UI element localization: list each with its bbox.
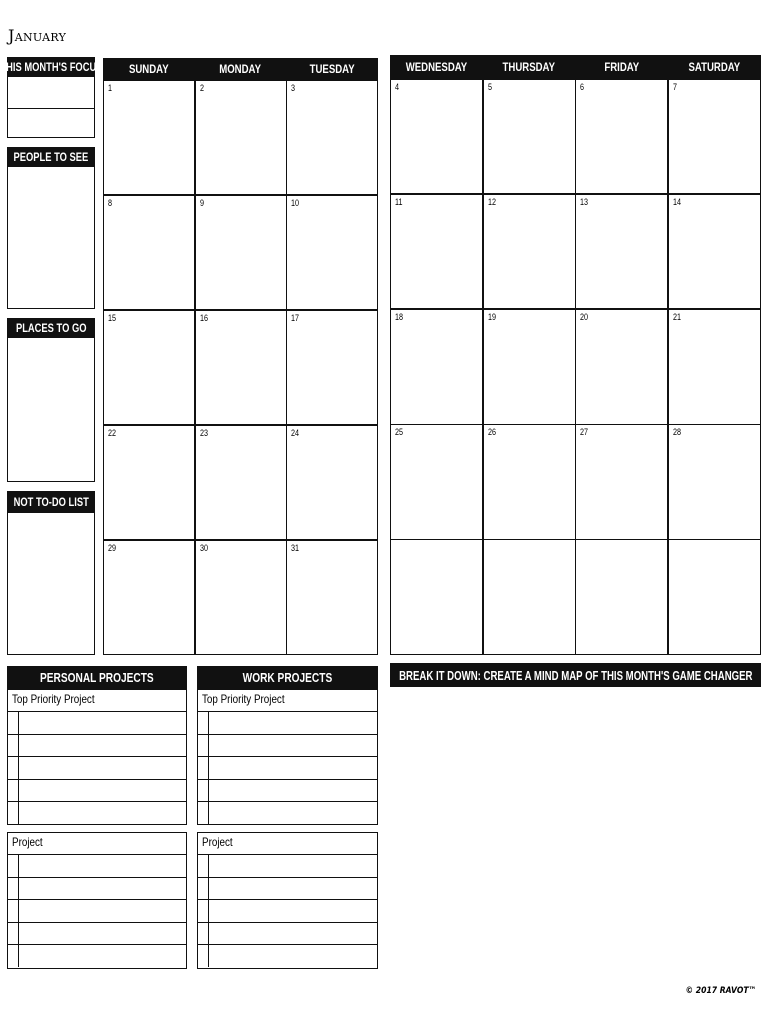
day-cell[interactable] <box>391 80 482 194</box>
day-number: 30 <box>199 542 208 553</box>
nottodo-header <box>7 491 95 512</box>
day-cell[interactable] <box>484 195 575 309</box>
checkbox[interactable] <box>198 802 209 824</box>
day-number: 24 <box>291 427 300 438</box>
calendar-right <box>390 55 761 655</box>
day-header <box>576 56 667 78</box>
day-number: 20 <box>580 311 589 322</box>
day-number: 25 <box>395 427 404 438</box>
focus-header <box>0 57 103 76</box>
work-top-task-row[interactable] <box>198 780 377 802</box>
places-header-label: PLACES TO GO <box>15 320 87 335</box>
personal-top-task-row[interactable] <box>8 780 186 802</box>
day-header-label: MONDAY <box>219 62 262 76</box>
day-cell[interactable] <box>287 311 377 425</box>
day-number: 9 <box>199 197 204 208</box>
day-cell[interactable] <box>669 540 760 654</box>
day-header-label: WEDNESDAY <box>405 60 468 74</box>
checkbox[interactable] <box>8 802 19 824</box>
day-header-label: FRIDAY <box>604 60 640 74</box>
work-top-task-row[interactable] <box>198 712 377 734</box>
day-header <box>196 59 286 79</box>
checkbox[interactable] <box>8 855 19 876</box>
personal-project-label: Project <box>8 833 186 855</box>
day-number: 5 <box>487 81 492 92</box>
work-top-priority-label: Top Priority Project <box>198 690 377 712</box>
day-cell[interactable] <box>196 311 286 425</box>
day-cell[interactable] <box>576 425 667 539</box>
nottodo-box[interactable] <box>7 512 95 655</box>
day-number: 10 <box>291 197 300 208</box>
day-cell[interactable] <box>669 310 760 424</box>
personal-top-task-row[interactable] <box>8 712 186 734</box>
work-project-label: Project <box>198 833 377 855</box>
checkbox[interactable] <box>8 900 19 921</box>
work-task-row[interactable] <box>198 855 377 877</box>
checkbox[interactable] <box>8 945 19 967</box>
people-box[interactable] <box>7 166 95 309</box>
day-header <box>104 59 194 79</box>
work-top-task-row[interactable] <box>198 735 377 757</box>
checkbox[interactable] <box>198 878 209 899</box>
personal-projects-header <box>7 666 187 689</box>
personal-top-priority-label: Top Priority Project <box>8 690 186 712</box>
focus-box-2[interactable] <box>7 109 95 138</box>
nottodo-header-label: NOT TO-DO LIST <box>13 494 89 509</box>
day-cell[interactable] <box>391 310 482 424</box>
people-header-label: PEOPLE TO SEE <box>13 149 89 164</box>
day-cell[interactable] <box>576 80 667 194</box>
work-top-priority-list <box>197 689 378 825</box>
day-header <box>391 56 482 78</box>
day-cell[interactable] <box>196 81 286 195</box>
day-header-label: THURSDAY <box>502 60 556 74</box>
checkbox[interactable] <box>8 923 19 944</box>
personal-top-task-row[interactable] <box>8 802 186 824</box>
focus-box-1[interactable] <box>7 76 95 109</box>
day-number: 8 <box>108 197 113 208</box>
checkbox[interactable] <box>8 735 19 756</box>
day-cell[interactable] <box>576 310 667 424</box>
day-number: 29 <box>108 542 117 553</box>
checkbox[interactable] <box>8 757 19 778</box>
day-header <box>484 56 575 78</box>
day-cell[interactable] <box>196 196 286 310</box>
people-header <box>7 147 95 166</box>
personal-task-row[interactable] <box>8 855 186 877</box>
day-number: 3 <box>291 82 296 93</box>
day-header-label: TUESDAY <box>309 62 355 76</box>
day-cell[interactable] <box>391 425 482 539</box>
day-cell[interactable] <box>104 426 194 540</box>
mind-map-label: BREAK IT DOWN: CREATE A MIND MAP OF THIS MONTH'S GAME CHANGER <box>398 667 753 683</box>
mind-map-area[interactable] <box>390 687 761 969</box>
checkbox[interactable] <box>198 900 209 921</box>
personal-top-task-row[interactable] <box>8 757 186 779</box>
personal-top-priority-list <box>7 689 187 825</box>
checkbox[interactable] <box>198 855 209 876</box>
day-number: 4 <box>395 81 400 92</box>
work-task-row[interactable] <box>198 878 377 900</box>
checkbox[interactable] <box>8 780 19 801</box>
day-number: 7 <box>672 81 677 92</box>
day-cell[interactable] <box>484 80 575 194</box>
day-number: 14 <box>672 196 681 207</box>
personal-task-row[interactable] <box>8 878 186 900</box>
day-number: 17 <box>291 312 300 323</box>
personal-task-row[interactable] <box>8 923 186 945</box>
day-cell[interactable] <box>104 541 194 655</box>
work-projects-header <box>197 666 378 689</box>
personal-top-task-row[interactable] <box>8 735 186 757</box>
work-task-row[interactable] <box>198 900 377 922</box>
day-number: 27 <box>580 427 589 438</box>
work-project-list <box>197 832 378 969</box>
checkbox[interactable] <box>198 780 209 801</box>
day-cell[interactable] <box>484 540 575 654</box>
day-number: 18 <box>395 311 404 322</box>
day-cell[interactable] <box>196 541 286 655</box>
day-cell[interactable] <box>391 195 482 309</box>
calendar-left <box>103 58 378 655</box>
day-cell[interactable] <box>576 540 667 654</box>
day-cell[interactable] <box>104 81 194 195</box>
copyright: © 2017 RAVOT™ <box>685 986 756 996</box>
day-cell[interactable] <box>576 195 667 309</box>
checkbox[interactable] <box>198 945 209 967</box>
day-cell[interactable] <box>669 80 760 194</box>
day-cell[interactable] <box>196 426 286 540</box>
day-number: 12 <box>487 196 496 207</box>
day-header-label: SUNDAY <box>129 62 169 76</box>
day-cell[interactable] <box>104 196 194 310</box>
day-number: 13 <box>580 196 589 207</box>
mind-map-header <box>390 663 761 687</box>
month-title: January <box>8 26 67 45</box>
checkbox[interactable] <box>198 735 209 756</box>
places-box[interactable] <box>7 337 95 482</box>
day-header-label: SATURDAY <box>688 60 741 74</box>
places-header <box>7 318 95 337</box>
day-number: 19 <box>487 311 496 322</box>
day-cell[interactable] <box>287 426 377 540</box>
personal-projects-label: PERSONAL PROJECTS <box>40 670 154 685</box>
day-number: 22 <box>108 427 117 438</box>
work-projects-label: WORK PROJECTS <box>242 670 333 685</box>
day-number: 31 <box>291 542 300 553</box>
day-header <box>287 59 377 79</box>
day-number: 21 <box>672 311 681 322</box>
personal-project-list <box>7 832 187 969</box>
personal-task-row[interactable] <box>8 900 186 922</box>
checkbox[interactable] <box>198 923 209 944</box>
day-cell[interactable] <box>287 541 377 655</box>
day-cell[interactable] <box>287 81 377 195</box>
day-number: 28 <box>672 427 681 438</box>
checkbox[interactable] <box>198 712 209 733</box>
focus-header-label: THIS MONTH'S FOCUS <box>0 59 103 74</box>
work-top-task-row[interactable] <box>198 802 377 824</box>
day-number: 2 <box>199 82 204 93</box>
day-cell[interactable] <box>669 195 760 309</box>
day-cell[interactable] <box>484 310 575 424</box>
checkbox[interactable] <box>198 757 209 778</box>
checkbox[interactable] <box>8 712 19 733</box>
work-task-row[interactable] <box>198 945 377 967</box>
work-task-row[interactable] <box>198 923 377 945</box>
work-top-task-row[interactable] <box>198 757 377 779</box>
day-number: 16 <box>199 312 208 323</box>
day-number: 15 <box>108 312 117 323</box>
day-cell[interactable] <box>287 196 377 310</box>
checkbox[interactable] <box>8 878 19 899</box>
day-cell[interactable] <box>669 425 760 539</box>
day-number: 23 <box>199 427 208 438</box>
personal-task-row[interactable] <box>8 945 186 967</box>
day-cell[interactable] <box>391 540 482 654</box>
day-number: 1 <box>108 82 113 93</box>
day-cell[interactable] <box>484 425 575 539</box>
day-number: 11 <box>395 196 403 207</box>
day-number: 26 <box>487 427 496 438</box>
day-header <box>669 56 760 78</box>
day-number: 6 <box>580 81 585 92</box>
day-cell[interactable] <box>104 311 194 425</box>
